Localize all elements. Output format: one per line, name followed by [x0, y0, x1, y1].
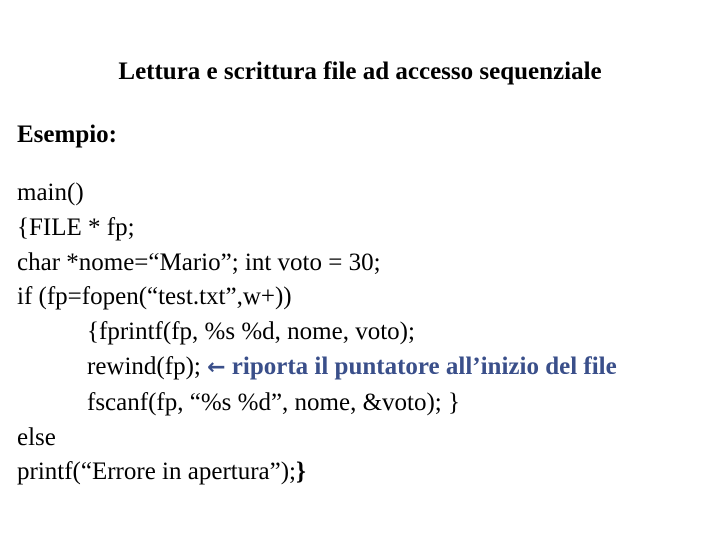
slide-title: Lettura e scrittura file ad accesso sequenziale — [118, 58, 602, 85]
code-line-printf — [17, 455, 717, 490]
rewind-comment: riporta il puntatore all’inizio del file — [231, 352, 617, 380]
printf-call: printf(“Errore in apertura”); — [17, 458, 297, 486]
rewind-call: rewind(fp); — [87, 352, 201, 380]
code-line-if-fopen: if (fp=fopen(“test.txt”,w+)) — [17, 283, 292, 311]
closing-brace: } — [296, 458, 306, 486]
code-line-rewind — [17, 350, 717, 386]
code-line-fprintf: {fprintf(fp, %s %d, nome, voto); — [87, 318, 415, 346]
code-line-vars: char *nome=“Mario”; int voto = 30; — [17, 248, 381, 276]
example-heading: Esempio: — [17, 121, 117, 148]
code-line-main: main() — [17, 179, 84, 206]
code-line-fscanf: fscanf(fp, “%s %d”, nome, &voto); } — [87, 388, 460, 416]
left-arrow-icon: ← — [207, 354, 226, 380]
code-line-file-decl: {FILE * fp; — [17, 213, 135, 241]
code-line-else: else — [17, 423, 56, 451]
code-block — [17, 176, 717, 490]
